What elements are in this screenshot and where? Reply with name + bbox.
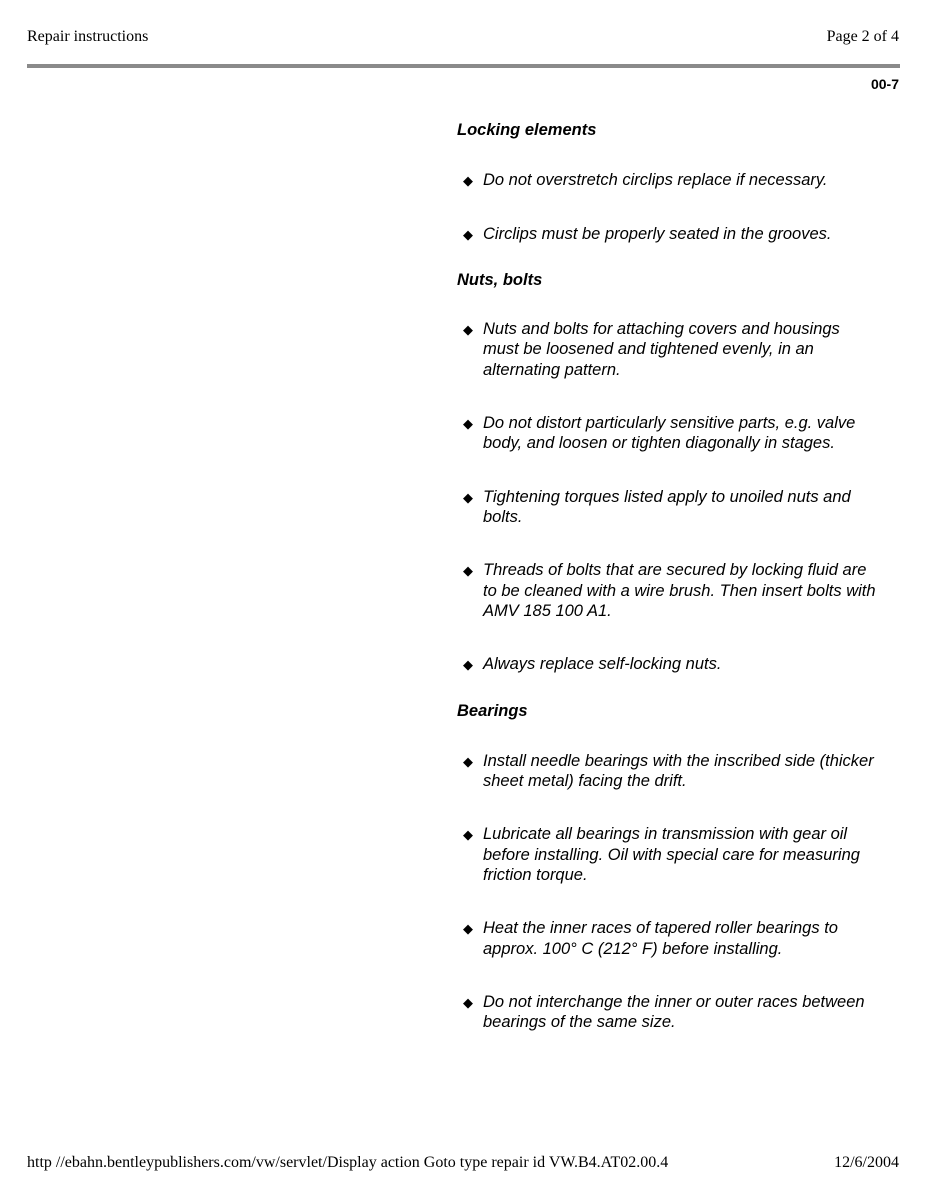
list-item-text: Do not interchange the inner or outer races between bearings of the same size.: [483, 992, 865, 1032]
diamond-bullet-icon: ◆: [463, 226, 473, 242]
list-item-text: Threads of bolts that are secured by locking fluid are to be cleaned with a wire brush. Then insert bolts with AMV 185 100 A1.: [483, 561, 876, 620]
diamond-bullet-icon: ◆: [463, 322, 473, 338]
list-item: [457, 487, 877, 528]
list-item: [457, 413, 877, 454]
diamond-bullet-icon: ◆: [463, 416, 473, 432]
instruction-list: [457, 751, 877, 1033]
list-item-text: Install needle bearings with the inscribed side (thicker sheet metal) facing the drift.: [483, 751, 874, 791]
section-heading: Locking elements: [457, 121, 597, 139]
diamond-bullet-icon: ◆: [463, 994, 473, 1010]
list-item-text: Do not overstretch circlips replace if necessary.: [483, 171, 828, 190]
footer-url: http //ebahn.bentleypublishers.com/vw/servlet/Display action Goto type repair id VW.B4.AT02.00.4: [27, 1154, 669, 1171]
page-footer: [27, 1154, 899, 1172]
diamond-bullet-icon: ◆: [463, 921, 473, 937]
diamond-bullet-icon: ◆: [463, 173, 473, 189]
section-heading: Bearings: [457, 702, 528, 721]
list-item: [457, 319, 877, 380]
list-item-text: Lubricate all bearings in transmission with gear oil before installing. Oil with special care for measuring friction torque.: [483, 825, 860, 884]
list-item-text: Nuts and bolts for attaching covers and housings must be loosened and tightened evenly, in an alternating pattern.: [483, 320, 840, 379]
diamond-bullet-icon: ◆: [463, 563, 473, 579]
list-item: [457, 170, 877, 190]
document-title: Repair instructions: [27, 28, 149, 45]
header-divider: [27, 64, 900, 68]
section-nuts-bolts: [457, 270, 877, 675]
list-item-text: Tightening torques listed apply to unoiled nuts and bolts.: [483, 487, 851, 526]
list-item: [457, 992, 877, 1033]
list-item-text: Heat the inner races of tapered roller bearings to approx. 100° C (212° F) before installing.: [483, 919, 838, 958]
section-locking-elements: [457, 120, 877, 244]
instruction-list: [457, 319, 877, 674]
footer-date: 12/6/2004: [834, 1154, 899, 1171]
section-bearings: [457, 701, 877, 1032]
diamond-bullet-icon: ◆: [463, 753, 473, 769]
list-item-text: Circlips must be properly seated in the grooves.: [483, 224, 832, 243]
list-item: [457, 751, 877, 792]
diamond-bullet-icon: ◆: [463, 489, 473, 505]
section-heading: Nuts, bolts: [457, 270, 543, 289]
list-item-text: Do not distort particularly sensitive parts, e.g. valve body, and loosen or tighten diagonally in stages.: [483, 414, 856, 453]
instruction-list: [457, 170, 877, 244]
list-item: [457, 224, 877, 244]
list-item: [457, 824, 877, 885]
diamond-bullet-icon: ◆: [463, 827, 473, 843]
instructions-content: [457, 120, 877, 1032]
list-item: [457, 654, 877, 674]
page-code: 00-7: [870, 76, 899, 92]
diamond-bullet-icon: ◆: [463, 657, 473, 673]
list-item: [457, 560, 877, 621]
list-item-text: Always replace self-locking nuts.: [483, 655, 722, 674]
list-item: [457, 918, 877, 959]
page-indicator: Page 2 of 4: [826, 28, 899, 45]
